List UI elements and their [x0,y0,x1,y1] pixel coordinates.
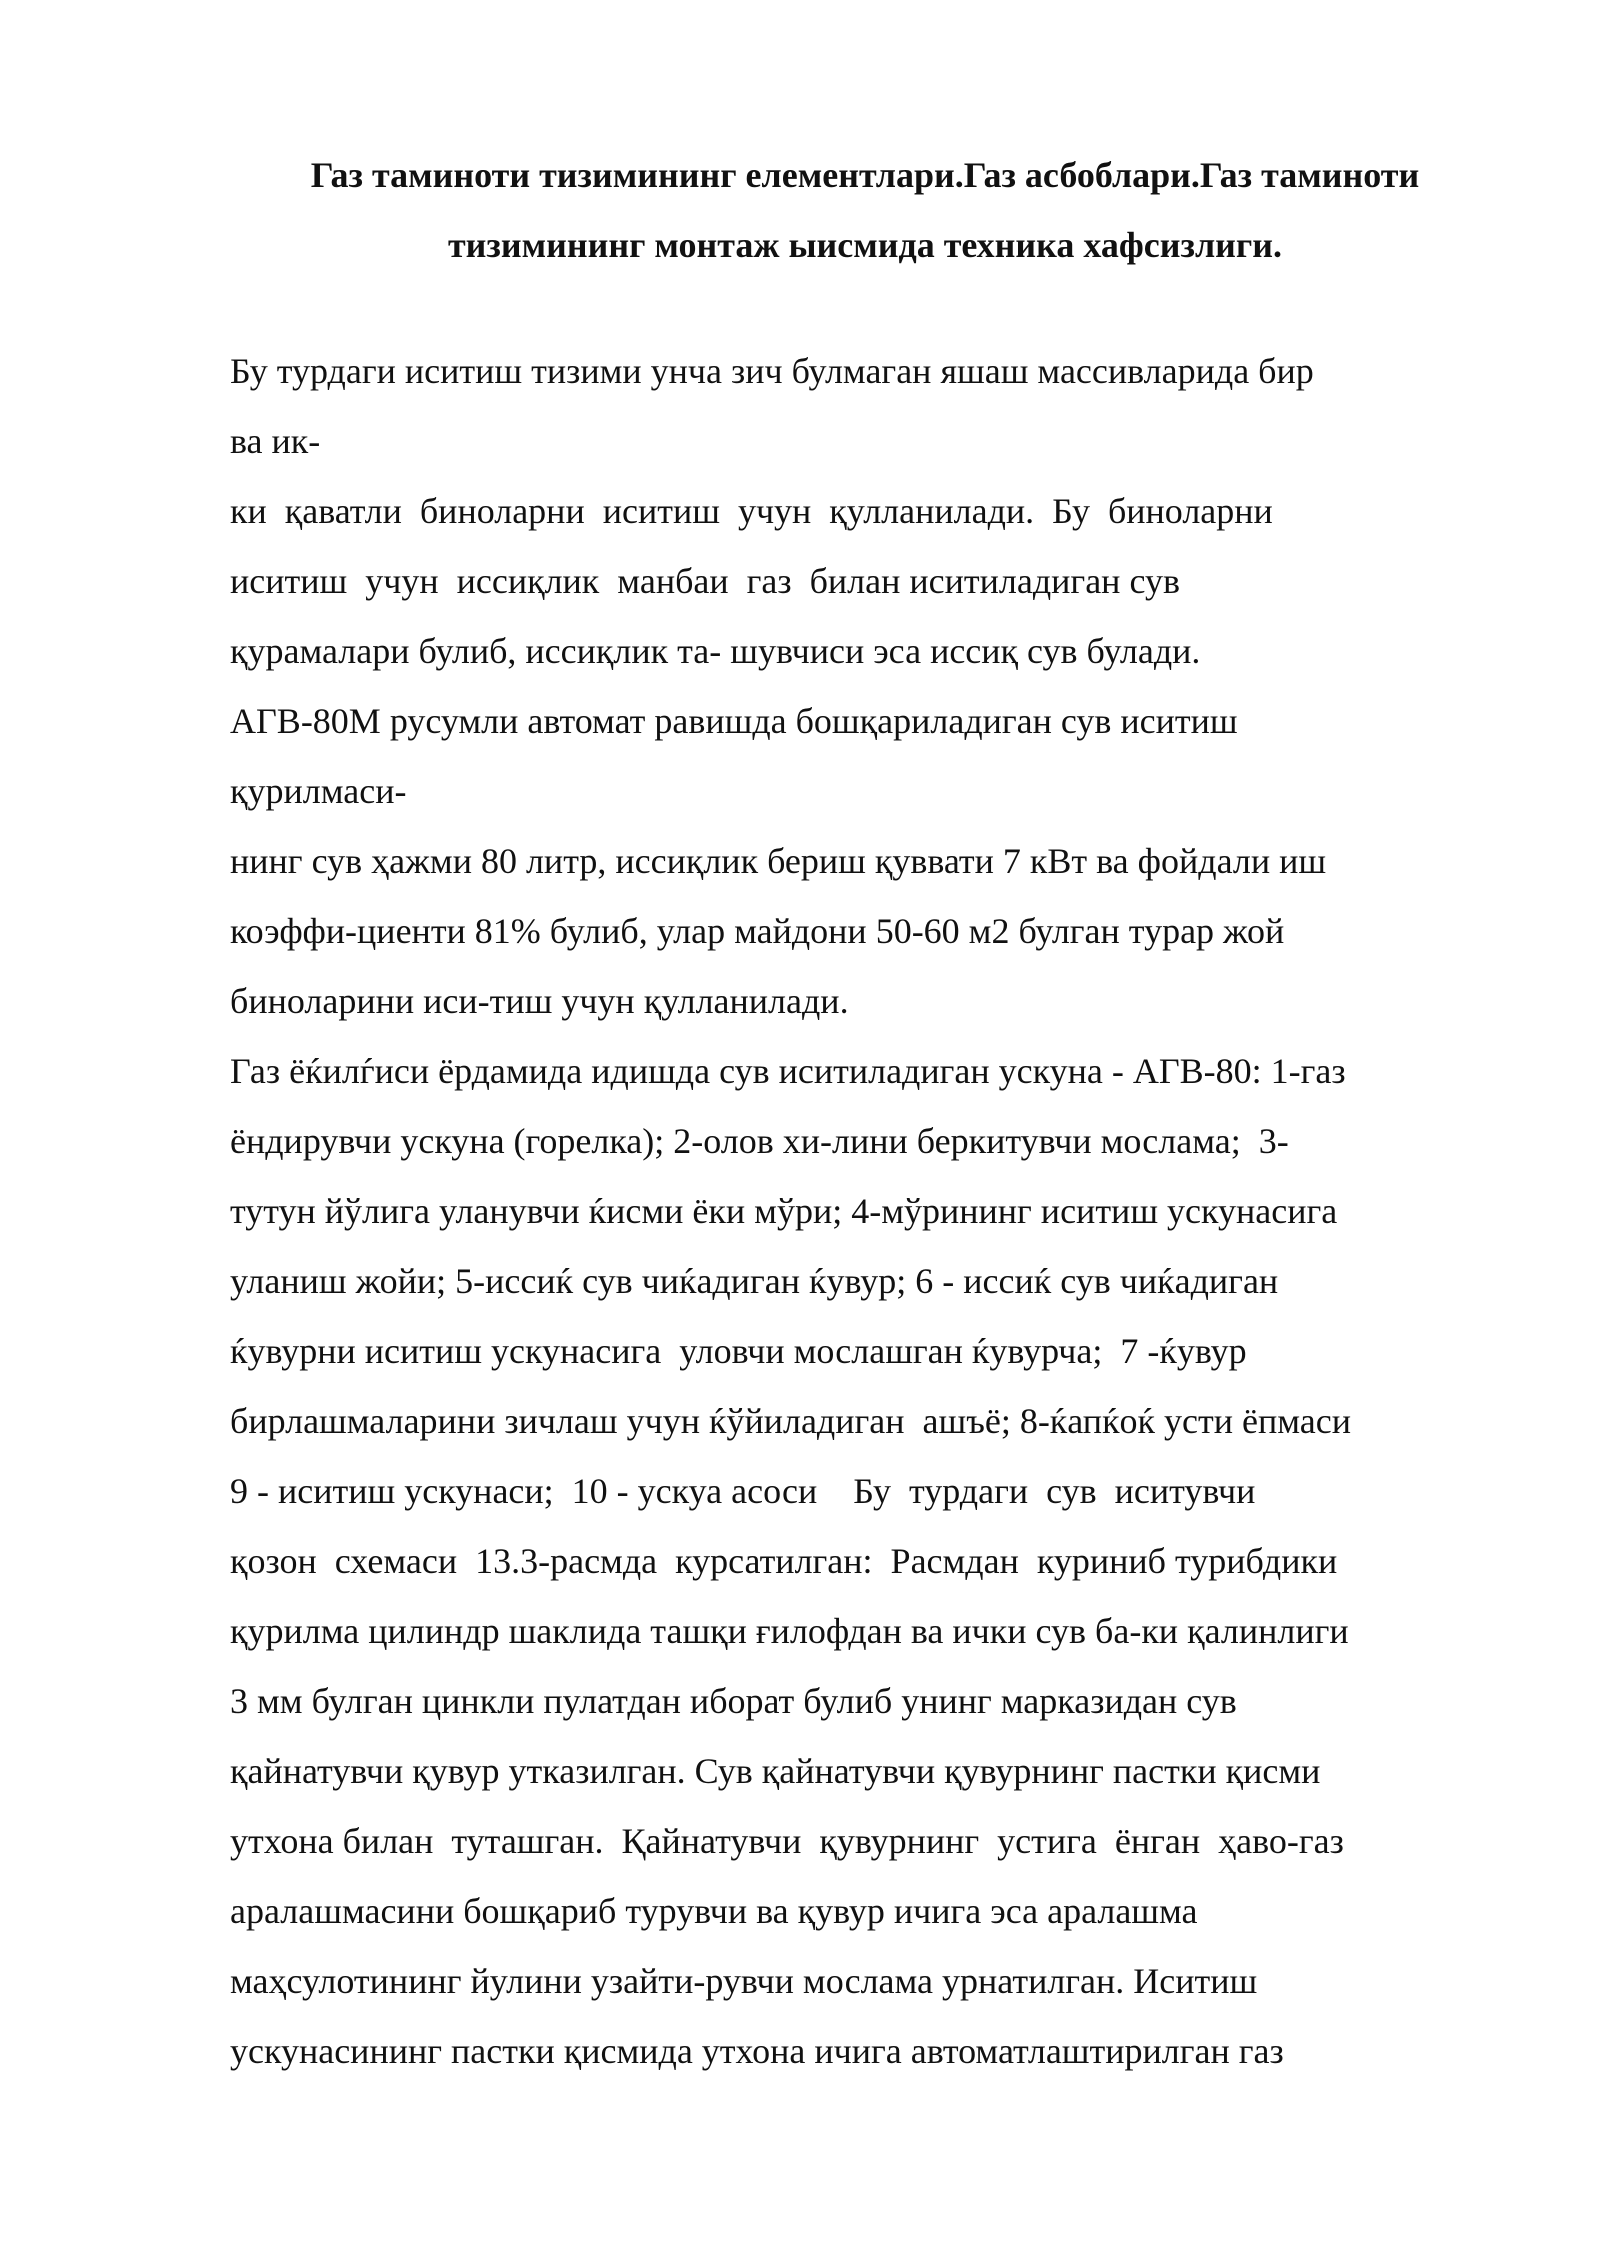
body-line: 9 - иситиш ускунаси; 10 - ускуа асоси Бу турдаги сув иситувчи [230,1471,1256,1511]
body-line: аралашмасини бошқариб турувчи ва қувур ичига эса аралашма [230,1891,1198,1931]
body-line: қозон схемаси 13.3-расмда курсатилган: Расмдан куриниб турибдики [230,1541,1338,1581]
body-line: АГВ-80М русумли автомат равишда бошқариладиган сув иситиш [230,701,1238,741]
body-line: утхона билан туташган. Қайнатувчи қувурнинг устига ёнган ҳаво-газ [230,1821,1344,1861]
body-line: ки қаватли биноларни иситиш учун қулланилади. Бу биноларни [230,491,1273,531]
body-line: ќувурни иситиш ускунасига уловчи мослашган ќувурча; 7 -ќувур [230,1331,1247,1371]
body-line: 3 мм булган цинкли пулатдан иборат булиб унинг марказидан сув [230,1681,1237,1721]
body-line: Газ ёќилѓиси ёрдамида идишда сув иситиладиган ускуна - АГВ-80: 1-газ [230,1051,1346,1091]
body-line: коэффи-циенти 81% булиб, улар майдони 50-60 м2 булган турар жой [230,911,1285,951]
document-body [230,336,1530,2086]
title-line: тизимининг монтаж ыисмида техника хафсизлиги. [447,225,1283,265]
body-line: қайнатувчи қувур утказилган. Сув қайнатувчи қувурнинг пастки қисми [230,1751,1321,1791]
body-line: иситиш учун иссиқлик манбаи газ билан иситиладиган сув [230,561,1180,601]
body-line: нинг сув ҳажми 80 литр, иссиқлик бериш қуввати 7 кВт ва фойдали иш [230,841,1327,881]
body-line: маҳсулотининг йулини узайти-рувчи мослама урнатилган. Иситиш [230,1961,1258,2001]
body-line: Бу турдаги иситиш тизими унча зич булмаган яшаш массивларида бир [230,351,1314,391]
body-line: тутун йўлига уланувчи ќисми ёки мўри; 4-мўрининг иситиш ускунасига [230,1191,1338,1231]
body-line: қурилмаси- [230,771,407,811]
body-line: ёндирувчи ускуна (горелка); 2-олов хи-лини беркитувчи мослама; 3- [230,1121,1289,1161]
body-line: уланиш жойи; 5-иссиќ сув чиќадиган ќувур; 6 - иссиќ сув чиќадиган [230,1261,1279,1301]
body-line: ва ик- [230,421,321,461]
document-title [230,140,1500,280]
title-line: Газ таминоти тизимининг елементлари.Газ асбоблари.Газ таминоти [310,155,1420,195]
body-line: биноларини иси-тиш учун қулланилади. [230,981,849,1021]
body-line: ускунасининг пастки қисмида утхона ичига автоматлаштирилган газ [230,2031,1284,2071]
body-line: қурилма цилиндр шаклида ташқи ғилофдан ва ички сув ба-ки қалинлиги [230,1611,1349,1651]
body-line: қурамалари булиб, иссиқлик та- шувчиси эса иссиқ сув булади. [230,631,1201,671]
body-line: бирлашмаларини зичлаш учун ќўйиладиган ашъё; 8-ќапќоќ усти ёпмаси [230,1401,1352,1441]
